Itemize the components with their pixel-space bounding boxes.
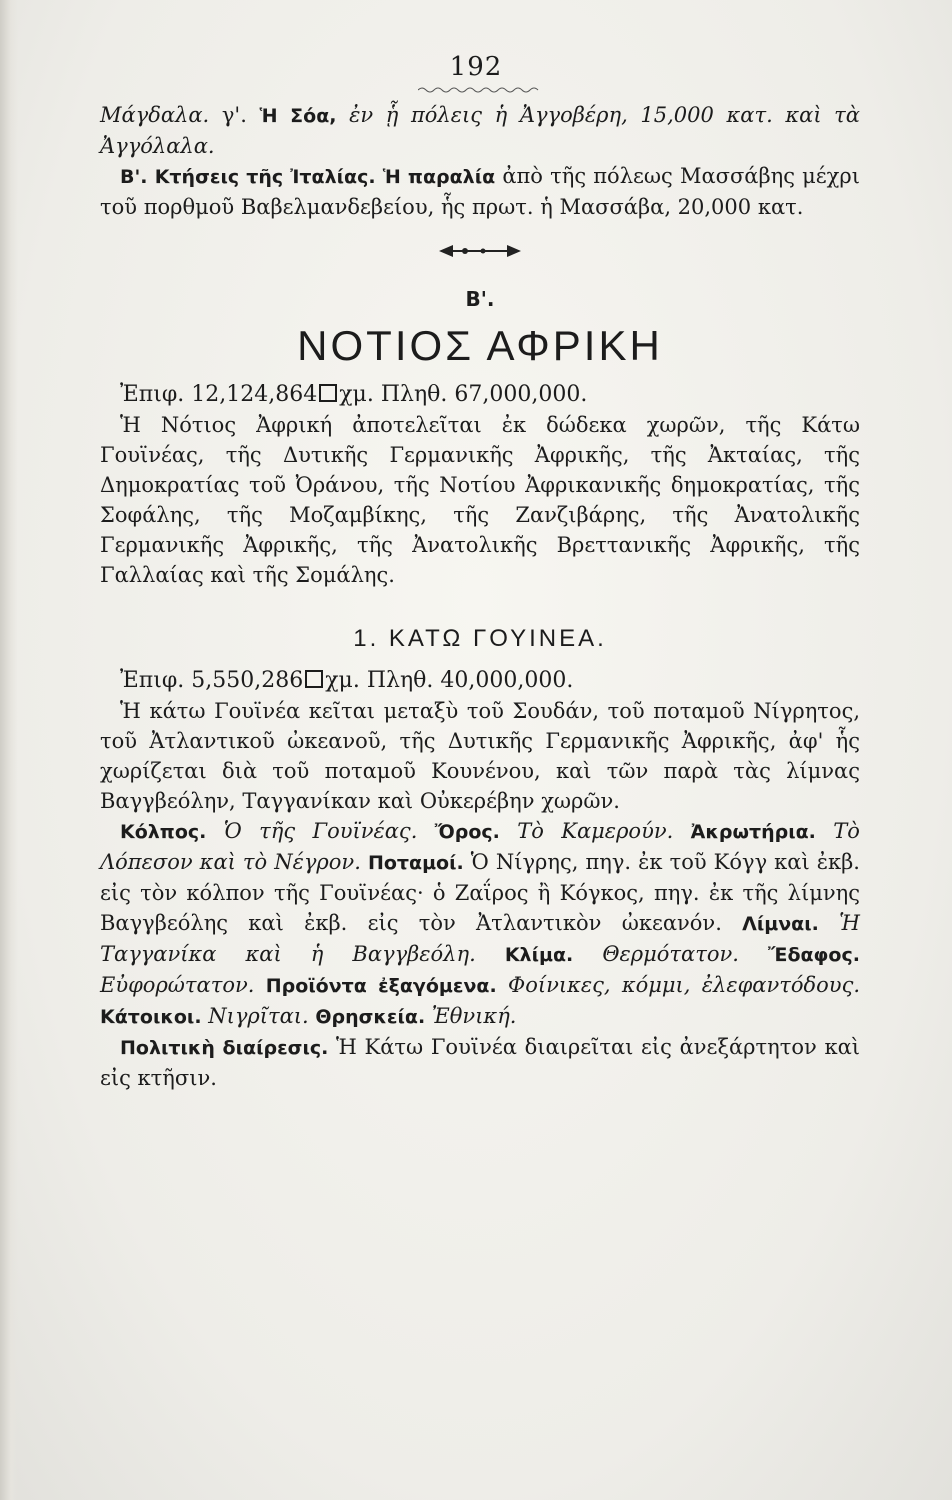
section-area: Ἐπιφ. 12,124,864 [120, 382, 318, 407]
square-icon [319, 384, 337, 402]
subsection-stats [120, 666, 860, 696]
label-religion: Θρησκεία. [315, 1006, 426, 1028]
section-population: Πληθ. 67,000,000. [380, 382, 588, 407]
subsection-area-unit: χμ. [325, 668, 360, 693]
label-political-division: Πολιτικὴ διαίρεσις. [120, 1037, 329, 1059]
label-mountain: Ὄρος. [434, 821, 500, 843]
heading-italian-possessions: Κτήσεις τῆς Ἰταλίας. [154, 166, 376, 188]
subsection-intro: Ἡ κάτω Γουϊνέα κεῖται μεταξὺ τοῦ Σουδάν, τοῦ ποταμοῦ Νίγρητος, τοῦ Ἀτλαντικοῦ ὠκεανοῦ, τῆς Δυτικῆς Γερμανικῆς Ἀφρικῆς, ἀφ' ἧς χωρίζεται διὰ τοῦ ποταμοῦ Κουνένου, καὶ τῶν παρὰ τὰς λίμνας Βαγγβεόλην, Ταγγανίκαν καὶ Οὐκερέβην χωρῶν. [100, 699, 860, 813]
text-religion: Ἐθνική. [431, 1004, 517, 1028]
text-political-division: Ἡ Κάτω Γουϊνέα διαιρεῖται εἰς ἀνεξάρτητον καὶ εἰς κτῆσιν. [100, 1035, 860, 1090]
subsection-population: Πληθ. 40,000,000. [366, 668, 574, 693]
paragraph-italian-possessions [100, 161, 860, 222]
paragraph-angola [100, 100, 860, 161]
wavy-rule [418, 86, 542, 94]
ornament-icon [435, 240, 525, 262]
text-rivers: Ὁ Νίγρης, πηγ. ἐκ τοῦ Κόγγ καὶ ἐκβ. εἰς τὸν κόλπον τῆς Γουϊνέας· ὁ Ζαΐρος ἢ Κόγκος, πηγ. ἐκ τῆς λίμνης Βαγγβεόλης καὶ ἐκβ. εἰς τὸν Ἀτλαντικὸν ὠκεανόν. [100, 850, 860, 935]
text-mountain: Τὸ Καμερούν. [517, 819, 674, 843]
text-inhabitants: Νιγρῖται. [208, 1004, 309, 1028]
facts-paragraph [100, 816, 860, 1032]
page-content [100, 100, 860, 1093]
square-icon [305, 670, 323, 688]
label-b: Β'. [120, 166, 148, 188]
page-number: 192 [449, 52, 503, 82]
text-lakes: Ἡ Ταγγανίκα καὶ ἡ Βαγγβεόλη. [100, 911, 860, 966]
label-gulf: Κόλπος. [120, 821, 207, 843]
text-coast: ἀπὸ τῆς πόλεως Μασσάβης μέχρι τοῦ πορθμοῦ Βαβελμανδεβείου, ἧς πρωτ. ἡ Μασσάβα, 20,000 κατ. [100, 164, 860, 219]
section-title: ΝΟΤΙΟΣ ΑΦΡΙΚΗ [297, 322, 663, 369]
label-exports: Προϊόντα ἐξαγόμενα. [265, 975, 497, 997]
section-stats [120, 380, 860, 410]
ornament-divider [100, 240, 860, 262]
political-division-paragraph [100, 1032, 860, 1093]
section-area-unit: χμ. [339, 382, 374, 407]
text-soa: ἐν ᾗ πόλεις ἡ Ἀγγοβέρη, 15,000 κατ. καὶ τὰ Ἀγγόλαλα. [100, 103, 860, 158]
subsection-title: 1. ΚΑΤΩ ΓΟΥΙΝΕΑ. [353, 625, 607, 652]
item-gamma: γ'. [221, 103, 247, 127]
label-climate: Κλίμα. [504, 944, 574, 966]
heading-coast: Ἡ παραλία [382, 166, 496, 188]
heading-soa: Ἡ Σόα, [259, 105, 337, 127]
label-inhabitants: Κάτοικοι. [100, 1006, 202, 1028]
place-magdala: Μάγδαλα. [100, 103, 210, 127]
section-mark: Β'. [465, 287, 495, 311]
text-exports: Φοίνικες, κόμμι, ἐλεφαντόδους. [508, 973, 861, 997]
text-gulf: Ὁ τῆς Γουϊνέας. [223, 819, 418, 843]
label-soil: Ἔδαφος. [768, 944, 860, 966]
label-rivers: Ποταμοί. [367, 852, 464, 874]
label-lakes: Λίμναι. [742, 913, 819, 935]
text-capes: Τὸ Λόπεσον καὶ τὸ Νέγρον. [100, 819, 860, 874]
label-capes: Ἀκρωτήρια. [690, 821, 816, 843]
page-spine-shadow [0, 0, 18, 1500]
text-soil: Εὐφορώτατον. [100, 973, 255, 997]
text-climate: Θερμότατον. [602, 942, 739, 966]
section-intro: Ἡ Νότιος Ἀφρική ἀποτελεῖται ἐκ δώδεκα χωρῶν, τῆς Κάτω Γουϊνέας, τῆς Δυτικῆς Γερμανικῆς Ἀφρικῆς, τῆς Ἀκταίας, τῆς Δημοκρατίας τοῦ Ὀράνου, τῆς Νοτίου Ἀφρικανικῆς δημοκρατίας, τῆς Σοφάλης, τῆς Μοζαμβίκης, τῆς Ζανζιβάρης, τῆς Ἀνατολικῆς Γερμανικῆς Ἀφρικῆς, τῆς Ἀνατολικῆς Βρεττανικῆς Ἀφρικῆς, τῆς Γαλλαίας καὶ τῆς Σομάλης. [100, 413, 860, 587]
subsection-area: Ἐπιφ. 5,550,286 [120, 668, 304, 693]
